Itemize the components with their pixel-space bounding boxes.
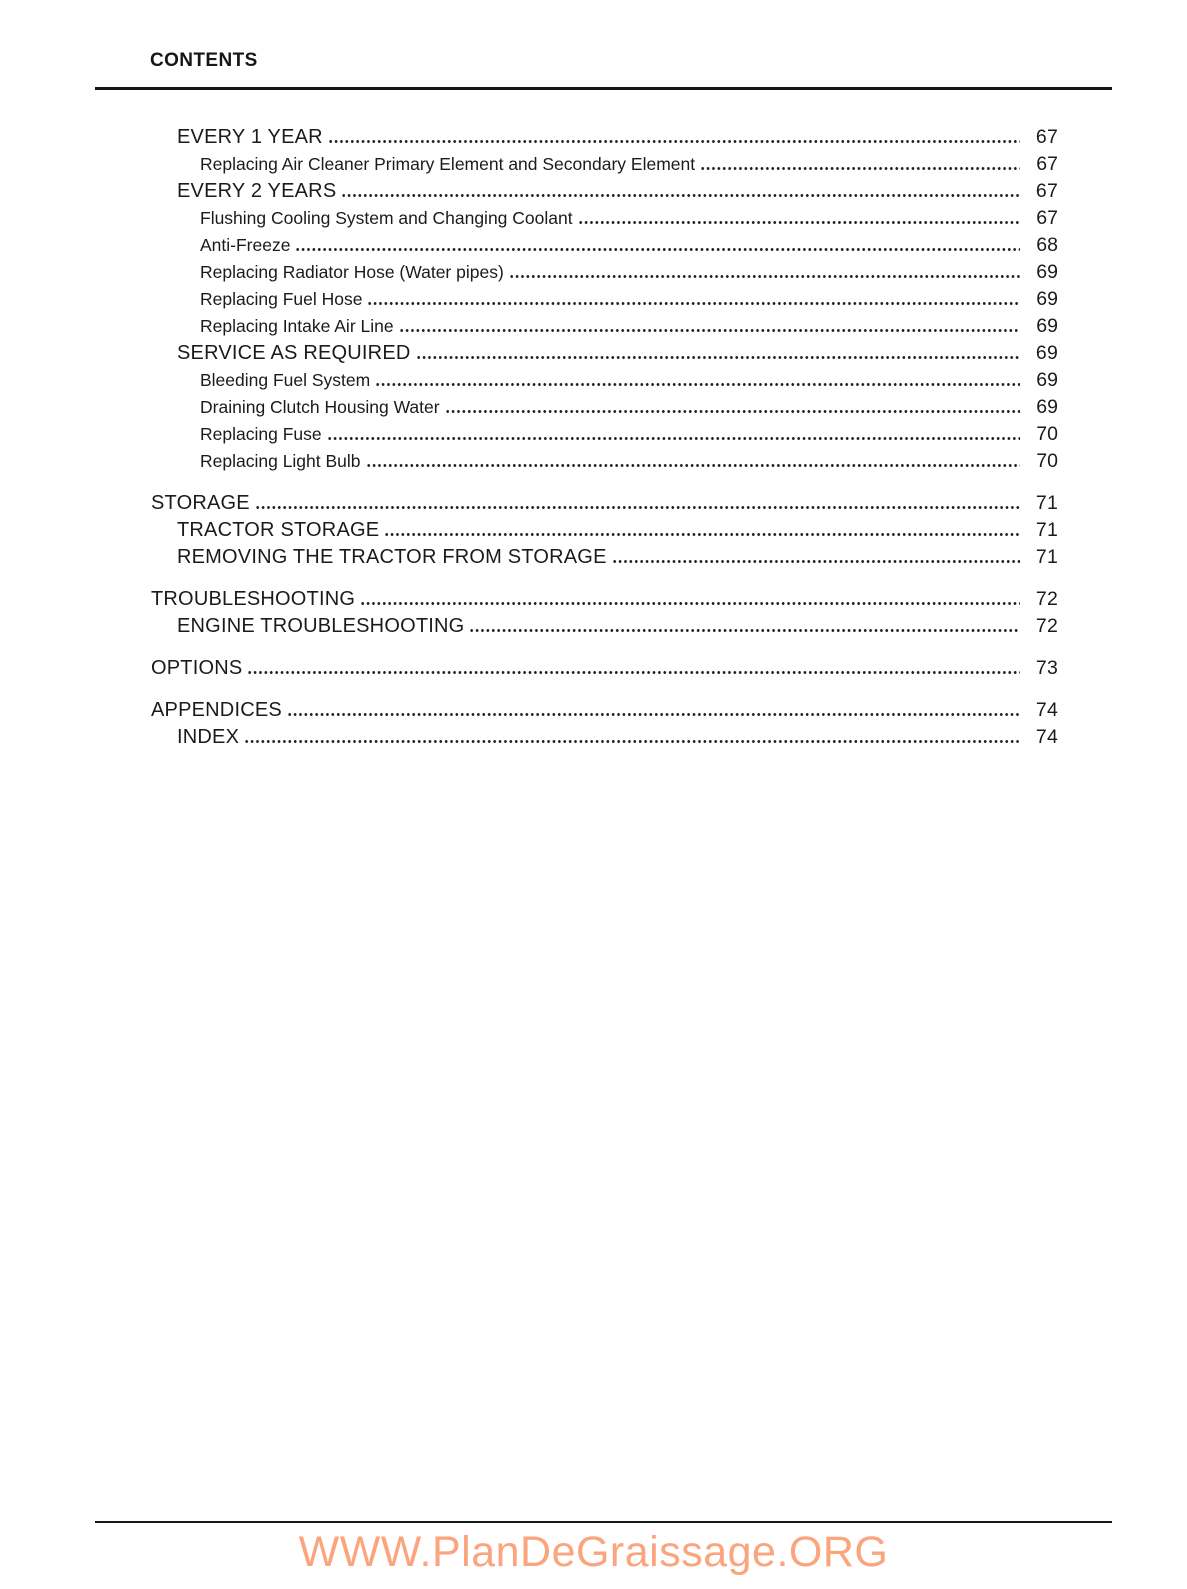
toc-entry-label: TROUBLESHOOTING [151, 588, 356, 610]
toc-page-number: 69 [1036, 315, 1058, 337]
toc-entry-label: Replacing Intake Air Line [200, 316, 394, 336]
toc-entry-label: OPTIONS [151, 657, 243, 679]
footer-watermark: WWW.PlanDeGraissage.ORG [298, 1528, 889, 1576]
toc-entry [200, 448, 1058, 475]
toc-entry-label: Replacing Fuel Hose [200, 289, 363, 309]
toc-page-number: 67 [1035, 126, 1058, 148]
toc-entry-label: APPENDICES [151, 699, 282, 721]
header-rule [95, 87, 1112, 90]
footer-rule [95, 1521, 1112, 1523]
dot-leader [244, 739, 1020, 744]
toc-page-number: 69 [1036, 261, 1058, 283]
toc-entry [177, 178, 1058, 205]
toc-page-number: 67 [1036, 207, 1058, 229]
dot-leader [295, 247, 1020, 252]
toc-entry-label: Flushing Cooling System and Changing Coolant [200, 208, 573, 228]
toc-entry-label: Replacing Air Cleaner Primary Element and Secondary Element [200, 154, 696, 174]
toc-entry [151, 697, 1058, 724]
dot-leader [287, 712, 1020, 717]
toc-entry-label: Anti-Freeze [200, 235, 291, 255]
toc-entry [177, 340, 1058, 367]
dot-leader [578, 220, 1020, 225]
dot-leader [247, 670, 1020, 675]
toc-list [0, 124, 1187, 751]
toc-page-number: 71 [1035, 492, 1058, 514]
toc-page-number: 70 [1036, 423, 1058, 445]
page-header-title: CONTENTS [150, 50, 258, 71]
toc-entry [177, 124, 1058, 151]
dot-leader [366, 463, 1020, 468]
toc-entry-label: ENGINE TROUBLESHOOTING [177, 615, 465, 637]
toc-entry-label: EVERY 2 YEARS [177, 180, 337, 202]
dot-leader [399, 328, 1020, 333]
toc-entry-label: INDEX [177, 726, 240, 748]
toc-page-number: 71 [1035, 546, 1058, 568]
dot-leader [416, 355, 1021, 360]
toc-entry [177, 517, 1058, 544]
toc-entry [177, 613, 1058, 640]
dot-leader [509, 274, 1020, 279]
toc-entry [200, 421, 1058, 448]
dot-leader [375, 382, 1020, 387]
dot-leader [445, 409, 1020, 414]
toc-page-number: 69 [1035, 342, 1058, 364]
toc-page-number: 68 [1036, 234, 1058, 256]
toc-entry-label: TRACTOR STORAGE [177, 519, 380, 541]
toc-entry-label: EVERY 1 YEAR [177, 126, 323, 148]
toc-page-number: 69 [1036, 396, 1058, 418]
dot-leader [612, 559, 1020, 564]
toc-page-number: 72 [1035, 615, 1058, 637]
dot-leader [327, 436, 1020, 441]
toc-entry-label: SERVICE AS REQUIRED [177, 342, 411, 364]
toc-entry-label: REMOVING THE TRACTOR FROM STORAGE [177, 546, 607, 568]
dot-leader [360, 601, 1020, 606]
toc-entry-label: Draining Clutch Housing Water [200, 397, 440, 417]
toc-entry [151, 490, 1058, 517]
toc-entry-label: Replacing Light Bulb [200, 451, 361, 471]
toc-page-number: 74 [1035, 726, 1058, 748]
dot-leader [367, 301, 1020, 306]
toc-page-number: 67 [1035, 180, 1058, 202]
toc-page-number: 67 [1036, 153, 1058, 175]
toc-entry-label: Replacing Fuse [200, 424, 322, 444]
toc-page-number: 72 [1035, 588, 1058, 610]
toc-page-number: 69 [1036, 288, 1058, 310]
dot-leader [341, 193, 1020, 198]
toc-entry [200, 151, 1058, 178]
toc-page-number: 71 [1035, 519, 1058, 541]
toc-entry [200, 394, 1058, 421]
toc-entry-label: Replacing Radiator Hose (Water pipes) [200, 262, 504, 282]
toc-page-number: 73 [1035, 657, 1058, 679]
toc-entry [177, 724, 1058, 751]
toc-entry [200, 313, 1058, 340]
dot-leader [255, 505, 1020, 510]
toc-entry [200, 232, 1058, 259]
toc-entry [151, 586, 1058, 613]
toc-entry [177, 544, 1058, 571]
dot-leader [384, 532, 1020, 537]
toc-page-number: 70 [1036, 450, 1058, 472]
dot-leader [700, 166, 1020, 171]
toc-entry-label: Bleeding Fuel System [200, 370, 371, 390]
toc-page-number: 74 [1035, 699, 1058, 721]
toc-page-number: 69 [1036, 369, 1058, 391]
dot-leader [469, 628, 1020, 633]
dot-leader [328, 139, 1020, 144]
toc-entry [151, 655, 1058, 682]
toc-entry [200, 286, 1058, 313]
toc-entry [200, 367, 1058, 394]
toc-entry [200, 259, 1058, 286]
toc-entry-label: STORAGE [151, 492, 250, 514]
toc-entry [200, 205, 1058, 232]
